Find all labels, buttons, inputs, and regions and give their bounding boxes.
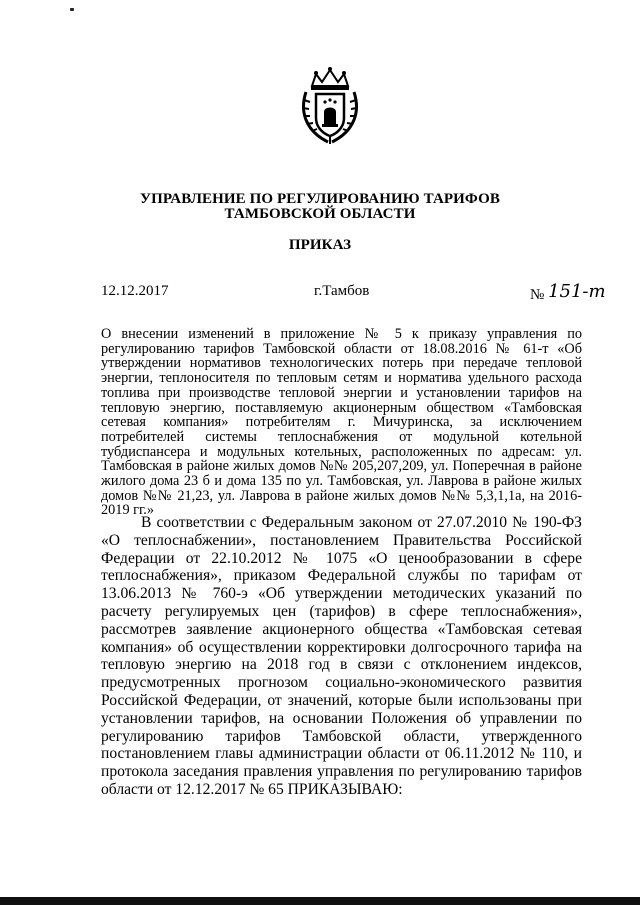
- order-city: г.Тамбов: [314, 283, 370, 299]
- number-handwritten: 151-т: [548, 281, 606, 302]
- tambov-coat-of-arms-icon: [298, 66, 362, 146]
- document-type: ПРИКАЗ: [288, 237, 352, 253]
- number-label: №: [530, 287, 545, 303]
- org-title-line2: ТАМБОВСКОЙ ОБЛАСТИ: [224, 206, 416, 222]
- order-number: [530, 283, 606, 304]
- org-title-line1: УПРАВЛЕНИЕ ПО РЕГУЛИРОВАНИЮ ТАРИФОВ: [140, 191, 500, 207]
- order-date: 12.12.2017: [101, 283, 169, 299]
- order-body: В соответствии с Федеральным законом от 27.07.2010 № 190-ФЗ «О теплоснабжении», постановлением Правительства Российской Федерации от 22.10.2012 № 1075 «О ценообразовании в сфере теплоснабжения», приказом Федеральной службы по тарифам от 13.06.2013 № 760-э «Об утверждении методических указаний по расчету регулируемых цен (тарифов) в сфере теплоснабжения», рассмотрев заявление акционерного общества «Тамбовская сетевая компания» об осуществлении корректировки долгосрочного тарифа на тепловую энергию на 2018 год в связи с отклонением индексов, предусмотренных прогнозом социально-экономического развития Российской Федерации, от значений, которые были использованы при установлении тарифов, на основании Положения об управлении по регулированию тарифов Тамбовской области, утвержденного постановлением главы администрации области от 06.11.2012 № 110, и протокола заседания правления управления по регулированию тарифов области от 12.12.2017 № 65 ПРИКАЗЫВАЮ:: [101, 514, 582, 798]
- scan-bottom-edge: [0, 897, 640, 905]
- order-subject: О внесении изменений в приложение № 5 к приказу управления по регулированию тарифов Тамбовской области от 18.08.2016 № 61-т «Об утверждении нормативов технологических потерь при передаче тепловой энергии, теплоносителя по тепловым сетям и норматива удельного расхода топлива при производстве тепловой энергии и установлении тарифов на тепловую энергию, поставляемую акционерным обществом «Тамбовская сетевая компания» потребителям г. Мичуринска, за исключением потребителей системы теплоснабжения от модульной котельной тубдиспансера и модульных котельных, расположенных по адресам: ул. Тамбовская в районе жилых домов №№ 205,207,209, ул. Поперечная в районе жилого дома 23 б и дома 135 по ул. Тамбовская, ул. Лаврова в районе жилых домов №№ 21,23, ул. Лаврова в районе жилых домов №№ 5,3,1,1а, на 2016-2019 гг.»: [101, 326, 582, 519]
- scan-speck: [70, 8, 74, 11]
